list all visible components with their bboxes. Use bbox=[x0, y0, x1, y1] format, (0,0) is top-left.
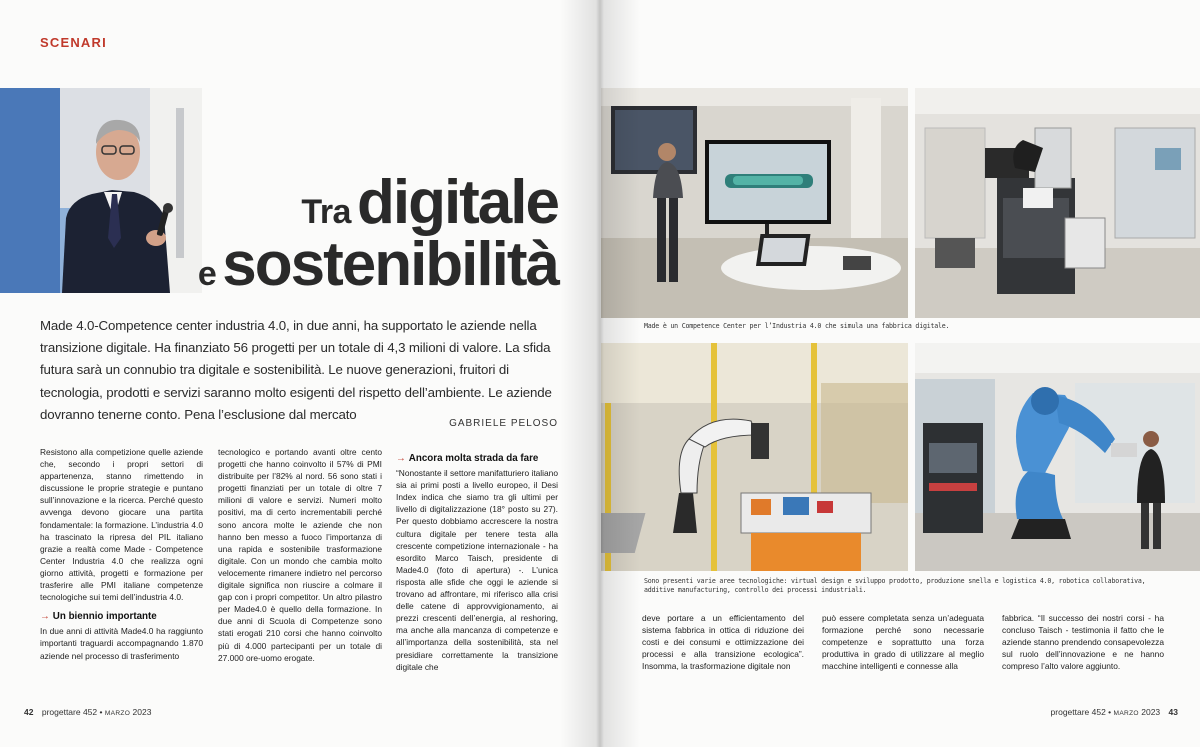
text-column-2 bbox=[218, 446, 382, 664]
article-lead: Made 4.0-Competence center industria 4.0, in due anni, ha supportato le aziende nella transizione digitale. Ha finanziato 56 progetti per un totale di 4,3 milioni di valore. La sfida futura sarà un connubio tra digitale e sostenibilità. Le nuove generazioni, fruitori di tecnologia, prodotti e servizi saranno molto esigenti del rispetto dell’ambiente. Le aziende dovranno tenerne conto. Pena l’esclusione dal mercato bbox=[40, 318, 552, 422]
title-word-sostenibilita: sostenibilità bbox=[222, 230, 558, 299]
body-paragraph: Resistono alla competizione quelle aziende che, secondo i propri settori di appartenenza, stanno rimettendo in discussione le proprie strategie e puntano sull’innovazione e la ricerca. Perché questo avvenga devono giocare una partita fondamentale: la formazione. L’industria 4.0 ha trascinato la ripresa del PIL italiano grazie a realtà come Made - Competence Center Industria 4.0 che realizza ogni giorno attività, progetti e formazione per trasferire alle PMI italiane competenze tecnologiche sui temi dell’industria 4.0. bbox=[40, 447, 203, 603]
title-word-tra: Tra bbox=[301, 193, 351, 231]
author-byline: GABRIELE PELOSO bbox=[449, 418, 558, 429]
photo-caption-top: Made è un Competence Center per l’Industria 4.0 che simula una fabbrica digitale. bbox=[644, 322, 950, 330]
photo-blue-robot bbox=[915, 343, 1200, 571]
arrow-right-icon: → bbox=[396, 453, 406, 464]
page-number: 43 bbox=[1168, 707, 1178, 717]
right-text-column-3: fabbrica. “Il successo dei nostri corsi - ha concluso Taisch - testimonia il fatto che le aziende stanno prendendo consapevolezza sul ruolo dell’innovazione e ne hanno compreso l’alto valore aggiunto. bbox=[1002, 613, 1164, 672]
right-text-column-2: può essere completata senza un’adeguata formazione perché sono necessarie competenze e soprattutto una forza produttiva in grado di utilizzare al meglio macchine intelligenti e connesse alla bbox=[822, 613, 984, 672]
arrow-right-icon: → bbox=[40, 611, 50, 623]
article-title bbox=[197, 168, 558, 299]
title-word-e: e bbox=[197, 255, 217, 293]
photo-robot-workstation bbox=[915, 88, 1200, 318]
text-column-1 bbox=[40, 446, 203, 662]
body-paragraph: In due anni di attività Made4.0 ha raggiunto importanti traguardi accompagnando 1.870 aziende nel processo di trasferimento bbox=[40, 626, 203, 661]
issue-month: MARZO bbox=[104, 710, 131, 717]
subheading bbox=[40, 611, 203, 623]
title-word-digitale: digitale bbox=[356, 168, 558, 237]
issue-month: MARZO bbox=[1113, 710, 1139, 717]
text-column-3 bbox=[396, 453, 558, 673]
issue-year: 2023 bbox=[132, 707, 152, 717]
magazine-name: progettare 452 • bbox=[41, 707, 103, 717]
page-footer bbox=[24, 707, 151, 717]
subheading-text: Un biennio importante bbox=[52, 611, 157, 623]
page-footer bbox=[1051, 707, 1178, 717]
right-text-column-1: deve portare a un efficientamento del sistema fabbrica in ottica di riduzione dei costi e dei consumi e ottimizzazione dei processi e alla transizione ecologica”. Insomma, la trasformazione digitale non bbox=[642, 613, 804, 672]
magazine-name: progettare 452 • bbox=[1050, 707, 1112, 717]
issue-year: 2023 bbox=[1141, 707, 1161, 717]
body-paragraph: tecnologico e portando avanti oltre cento progetti che hanno coinvolto il 57% di PMI distribuite per l’82% al nord. 56 sono stati i progetti finanziati per un totale di oltre 7 milioni di valore e servizi. Numeri molto positivi, ma di certo incrementabili perché sono ancora molte le aziende che non hanno ben messo a fuoco l’importanza di una rapida e sostenibile trasformazione digitale. Con un mondo che cambia molto velocemente rimanere indietro nel percorso digitale significa non riuscire a colmare il gap con i propri competitor. Un altro pilastro per Made4.0 è quello della formazione. In due anni di Scuola di Competenze sono stati erogati 210 corsi che hanno coinvolto più di 4.000 partecipanti per un totale di 27.000 ore-uomo erogate. bbox=[218, 447, 382, 663]
photo-caption-bottom: Sono presenti varie aree tecnologiche: virtual design e sviluppo prodotto, produzione snella e logistica 4.0, robotica collaborativa, additive manufacturing, controllo dei processi industriali. bbox=[644, 577, 1146, 594]
subheading bbox=[396, 453, 558, 465]
body-paragraph: “Nonostante il settore manifatturiero italiano sia ai primi posti a livello europeo, il Desi Index indica che siamo tra gli ultimi per livello di digitalizzazione (18° posto su 27). Per questo dobbiamo accrescere la nostra cultura digitale per tenere testa alla crescente competizione internazionale - ha esordito Marco Taisch, presidente di Made4.0 (foto di apertura) -. L’unica risposta alle sfide che oggi le aziende si trovano ad affrontare, mi riferisco alla crisi delle catene di approvvigionamento, ai prezzi crescenti dell’energia, al reshoring, ma anche alla mancanza di competenze e all’importanza della sostenibilità, sta nel presidiare correttamente la transizione digitale che bbox=[396, 468, 558, 672]
section-label: SCENARI bbox=[40, 35, 107, 50]
right-page bbox=[600, 0, 1200, 747]
page-number: 42 bbox=[24, 707, 34, 717]
portrait-photo bbox=[0, 88, 202, 293]
photo-presenter-screen bbox=[601, 88, 908, 318]
photo-robot-cell bbox=[601, 343, 908, 571]
subheading-text: Ancora molta strada da fare bbox=[408, 453, 539, 464]
